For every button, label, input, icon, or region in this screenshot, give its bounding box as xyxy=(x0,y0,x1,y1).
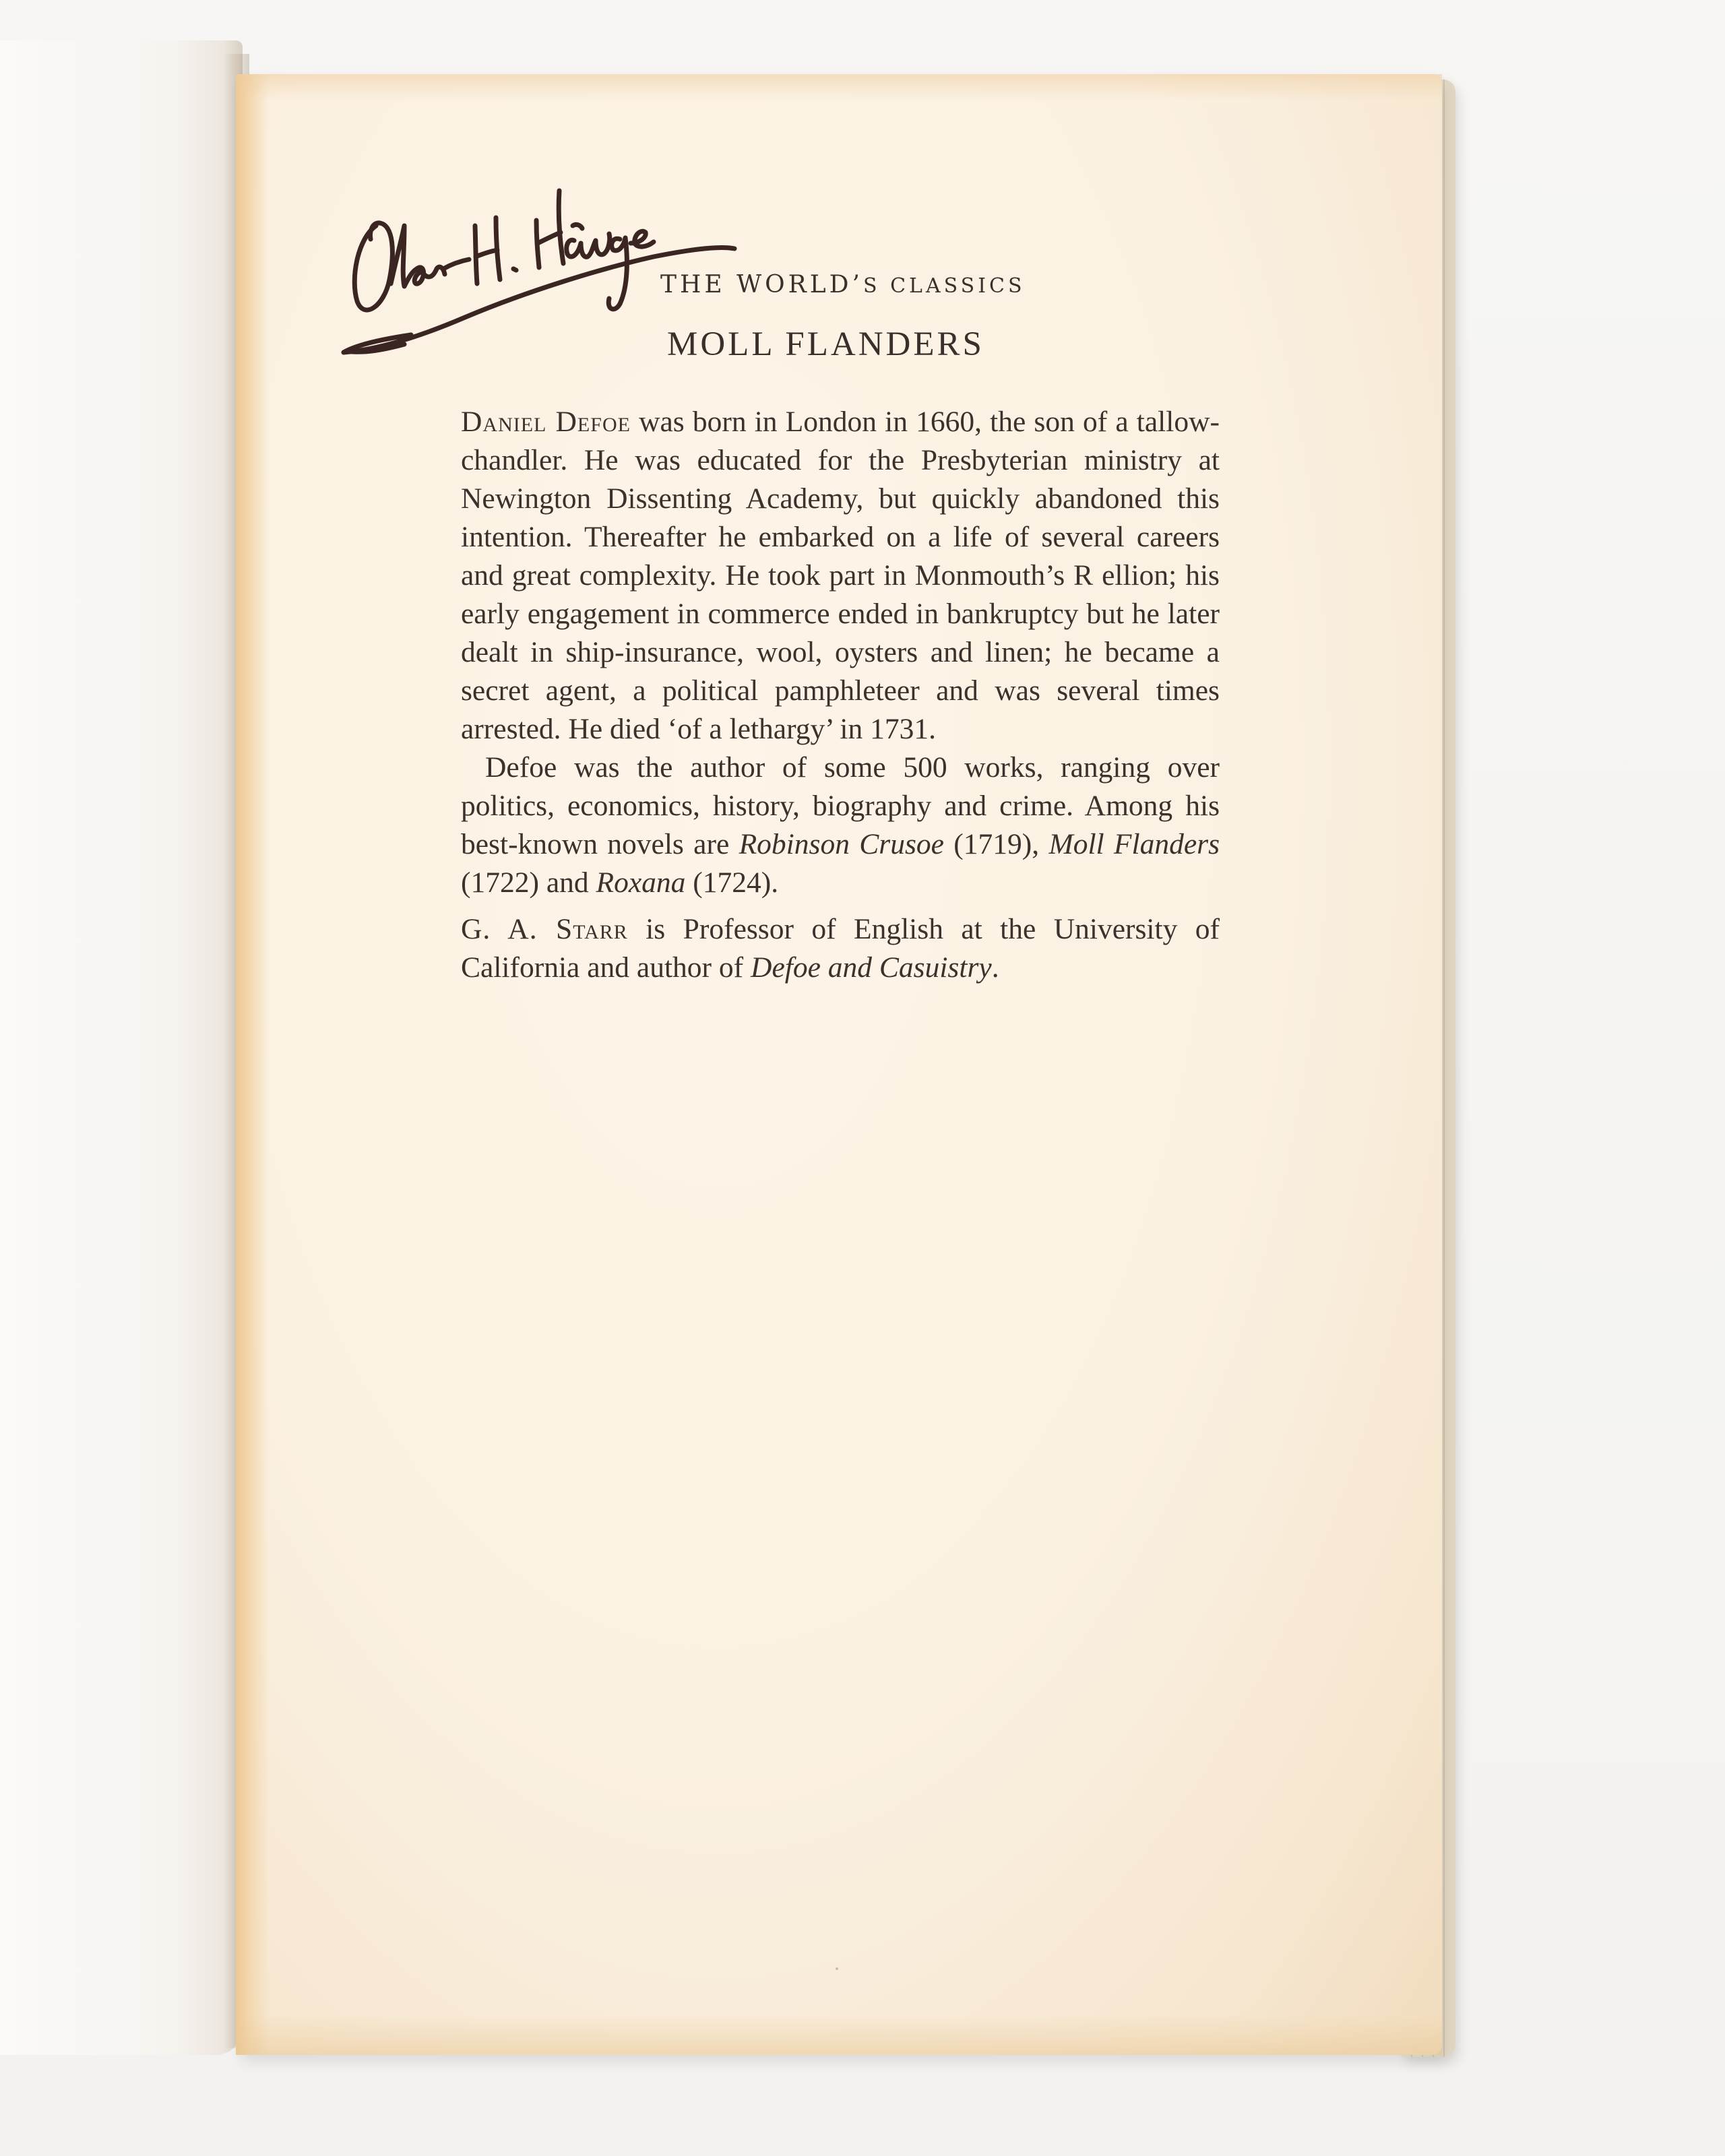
work-title: Robinson Crusoe xyxy=(739,828,944,860)
work-title: Roxana xyxy=(596,866,686,899)
work-title: Defoe and Casuistry xyxy=(751,951,992,984)
page-gutter xyxy=(236,74,270,2055)
page-mark xyxy=(836,1967,838,1970)
book-title: MOLL FLANDERS xyxy=(667,325,984,363)
bio-paragraph-works: Defoe was the author of some 500 works, ranging over politics, economics, history, biography and crime. Among his best-known novels are Robinson Crusoe (1719), Moll Flanders (1722) and Roxana (1724). xyxy=(461,751,1220,899)
bio-paragraph-editor: G. A. Starr is Professor of English at the University of California and author of Defoe and Casuistry. xyxy=(461,913,1220,984)
work-title: Moll Flanders xyxy=(1048,828,1220,860)
author-name: Daniel Defoe xyxy=(461,406,631,438)
left-blank-page xyxy=(0,40,243,2055)
editor-name: G. A. Starr xyxy=(461,913,628,945)
bio-paragraph-defoe: Daniel Defoe was born in London in 1660, the son of a tallow-chandler. He was educated for the Presbyterian ministry at Newington Dissenting Academy, but quickly abandoned this intention. Thereafter he embarked on a life of several careers and great complexity. He took part in Monmouth’s R ellion; his early engagement in commerce ended in bankruptcy but he later dealt in ship-insurance, wool, oysters and linen; he became a secret agent, a political pamphleteer and was several times arrested. He died ‘of a lethargy’ in 1731. xyxy=(461,406,1220,745)
author-biography xyxy=(461,403,1220,987)
series-name: THE WORLD’S CLASSICS xyxy=(660,271,1026,298)
